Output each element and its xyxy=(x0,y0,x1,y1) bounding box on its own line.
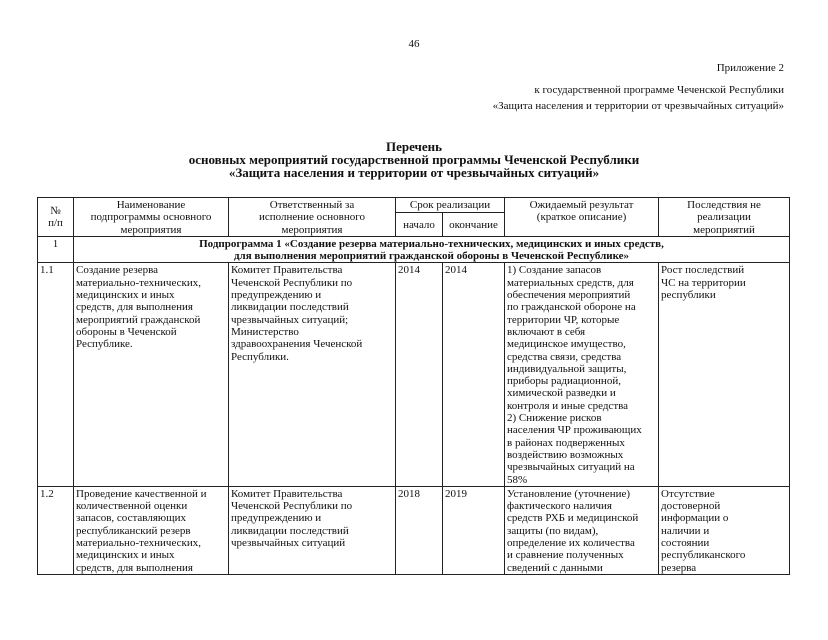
text-line: информации о xyxy=(661,512,729,525)
text-line: чрезвычайных ситуаций; xyxy=(231,313,349,326)
row-consequences xyxy=(659,486,790,574)
subprogram-title-line-2: для выполнения мероприятий гражданской обороны в Чеченской Республике» xyxy=(233,250,630,263)
appendix-block xyxy=(493,60,784,114)
text-line: материально-технических, xyxy=(76,537,201,550)
header-result-line-2: (краткое описание) xyxy=(536,211,627,224)
text-line: химической разведки и xyxy=(507,387,616,400)
appendix-line-1: к государственной программе Чеченской Республики xyxy=(534,84,784,96)
header-consequences-line-2: реализации xyxy=(697,211,751,224)
text-line: материально-технических, xyxy=(76,276,201,289)
row-consequences xyxy=(659,263,790,486)
subprogram-number: 1 xyxy=(38,236,74,263)
text-line: включают в себя xyxy=(507,325,586,338)
appendix-line-2: «Защита населения и территории от чрезвычайных ситуаций» xyxy=(492,100,784,112)
row-expected-result xyxy=(505,263,659,486)
text-line: предупреждению и xyxy=(231,512,322,525)
activities-table xyxy=(37,197,790,575)
title-line-3: «Защита населения и территории от чрезвычайных ситуаций» xyxy=(228,165,600,180)
row-start-year: 2018 xyxy=(396,486,443,574)
header-responsible-line-2: исполнение основного xyxy=(258,211,366,224)
header-end: окончание xyxy=(443,212,505,236)
text-line: и сравнение полученных xyxy=(507,549,624,562)
text-line: контроля и иные средства xyxy=(507,399,629,412)
row-activity-name xyxy=(74,263,229,486)
text-line: по гражданской обороне на xyxy=(507,301,636,314)
text-line: достоверной xyxy=(661,500,721,513)
text-line: защиты (по видам), xyxy=(507,524,599,537)
header-start: начало xyxy=(396,212,443,236)
subprogram-title-line-1: Подпрограмма 1 «Создание резерва материально-технических, медицинских и иных средств, xyxy=(199,237,664,250)
header-responsible xyxy=(229,198,396,237)
appendix-label: Приложение 2 xyxy=(716,62,784,74)
text-line: воздействию возможных xyxy=(507,448,624,461)
text-line: запасов, составляющих xyxy=(76,512,186,525)
header-term: Срок реализации xyxy=(396,198,505,213)
header-name-line-3: мероприятия xyxy=(120,223,182,236)
row-end-year: 2019 xyxy=(443,486,505,574)
header-name xyxy=(74,198,229,237)
text-line: Министерство xyxy=(231,325,299,338)
text-line: 1) Создание запасов xyxy=(507,264,602,277)
text-line: средства связи, средства xyxy=(507,350,622,363)
text-line: состоянии xyxy=(661,537,710,550)
row-expected-result xyxy=(505,486,659,574)
text-line: Рост последствий xyxy=(661,264,745,277)
text-line: медицинских и иных xyxy=(76,289,175,302)
text-line: населения ЧР проживающих xyxy=(507,424,642,437)
text-line: медицинских и иных xyxy=(76,549,175,562)
text-line: приборы радиационной, xyxy=(507,375,621,388)
text-line: Отсутствие xyxy=(661,487,715,500)
row-responsible xyxy=(229,486,396,574)
text-line: чрезвычайных ситуаций на xyxy=(507,461,635,474)
row-activity-name xyxy=(74,486,229,574)
text-line: предупреждению и xyxy=(231,289,322,302)
text-line: материальных средств, для xyxy=(507,276,634,289)
header-name-line-1: Наименование xyxy=(116,199,186,211)
header-consequences xyxy=(659,198,790,237)
text-line: Республики. xyxy=(231,350,289,363)
text-line: республиканский резерв xyxy=(76,524,191,537)
text-line: Чеченской Республики по xyxy=(231,276,353,289)
text-line: Республике. xyxy=(76,338,133,351)
text-line: средств, для выполнения xyxy=(76,561,193,574)
table-row xyxy=(38,486,790,574)
text-line: республиканского xyxy=(661,549,746,562)
table-row xyxy=(38,263,790,486)
row-number: 1.1 xyxy=(38,263,74,486)
subprogram-title xyxy=(74,236,790,263)
row-start-year: 2014 xyxy=(396,263,443,486)
text-line: 2) Снижение рисков xyxy=(507,412,602,425)
text-line: количественной оценки xyxy=(76,500,188,513)
text-line: территории ЧР, которые xyxy=(507,313,620,326)
text-line: наличии и xyxy=(661,524,710,537)
text-line: ЧС на территории xyxy=(661,276,746,289)
header-responsible-line-3: мероприятия xyxy=(281,223,343,236)
header-number-line-2: п/п xyxy=(48,217,63,230)
text-line: Комитет Правительства xyxy=(231,264,343,277)
row-responsible xyxy=(229,263,396,486)
text-line: фактического наличия xyxy=(507,500,612,513)
text-line: сведений с данными xyxy=(507,561,603,574)
text-line: ликвидации последствий xyxy=(231,524,349,537)
header-responsible-line-1: Ответственный за xyxy=(269,199,355,211)
text-line: медицинское имущество, xyxy=(507,338,626,351)
text-line: в районах подверженных xyxy=(507,436,625,449)
text-line: ликвидации последствий xyxy=(231,301,349,314)
text-line: средств РХБ и медицинской xyxy=(507,512,639,525)
document-title xyxy=(0,140,828,179)
text-line: Комитет Правительства xyxy=(231,487,343,500)
text-line: средств, для выполнения xyxy=(76,301,193,314)
subprogram-row xyxy=(38,236,790,263)
text-line: республики xyxy=(661,289,716,302)
text-line: обороны в Чеченской xyxy=(76,325,177,338)
title-line-2: основных мероприятий государственной программы Чеченской Республики xyxy=(188,152,640,167)
text-line: обеспечения мероприятий xyxy=(507,289,631,302)
header-consequences-line-1: Последствия не xyxy=(687,199,761,211)
header-name-line-2: подпрограммы основного xyxy=(90,211,212,224)
text-line: индивидуальной защиты, xyxy=(507,362,627,375)
row-end-year: 2014 xyxy=(443,263,505,486)
text-line: Установление (уточнение) xyxy=(507,487,631,500)
row-number: 1.2 xyxy=(38,486,74,574)
title-line-1: Перечень xyxy=(385,139,443,154)
text-line: Чеченской Республики по xyxy=(231,500,353,513)
text-line: Создание резерва xyxy=(76,264,159,277)
text-line: Проведение качественной и xyxy=(76,487,207,500)
text-line: резерва xyxy=(661,561,697,574)
header-number-line-1: № xyxy=(50,205,61,218)
header-result xyxy=(505,198,659,237)
header-number xyxy=(38,198,74,237)
page-number: 46 xyxy=(408,38,420,50)
header-result-line-1: Ожидаемый результат xyxy=(529,199,634,211)
header-consequences-line-3: мероприятий xyxy=(693,223,755,236)
text-line: чрезвычайных ситуаций xyxy=(231,537,346,550)
text-line: мероприятий гражданской xyxy=(76,313,201,326)
text-line: определение их количества xyxy=(507,537,635,550)
text-line: 58% xyxy=(507,473,528,486)
header-row-1 xyxy=(38,198,790,213)
text-line: здравоохранения Чеченской xyxy=(231,338,363,351)
